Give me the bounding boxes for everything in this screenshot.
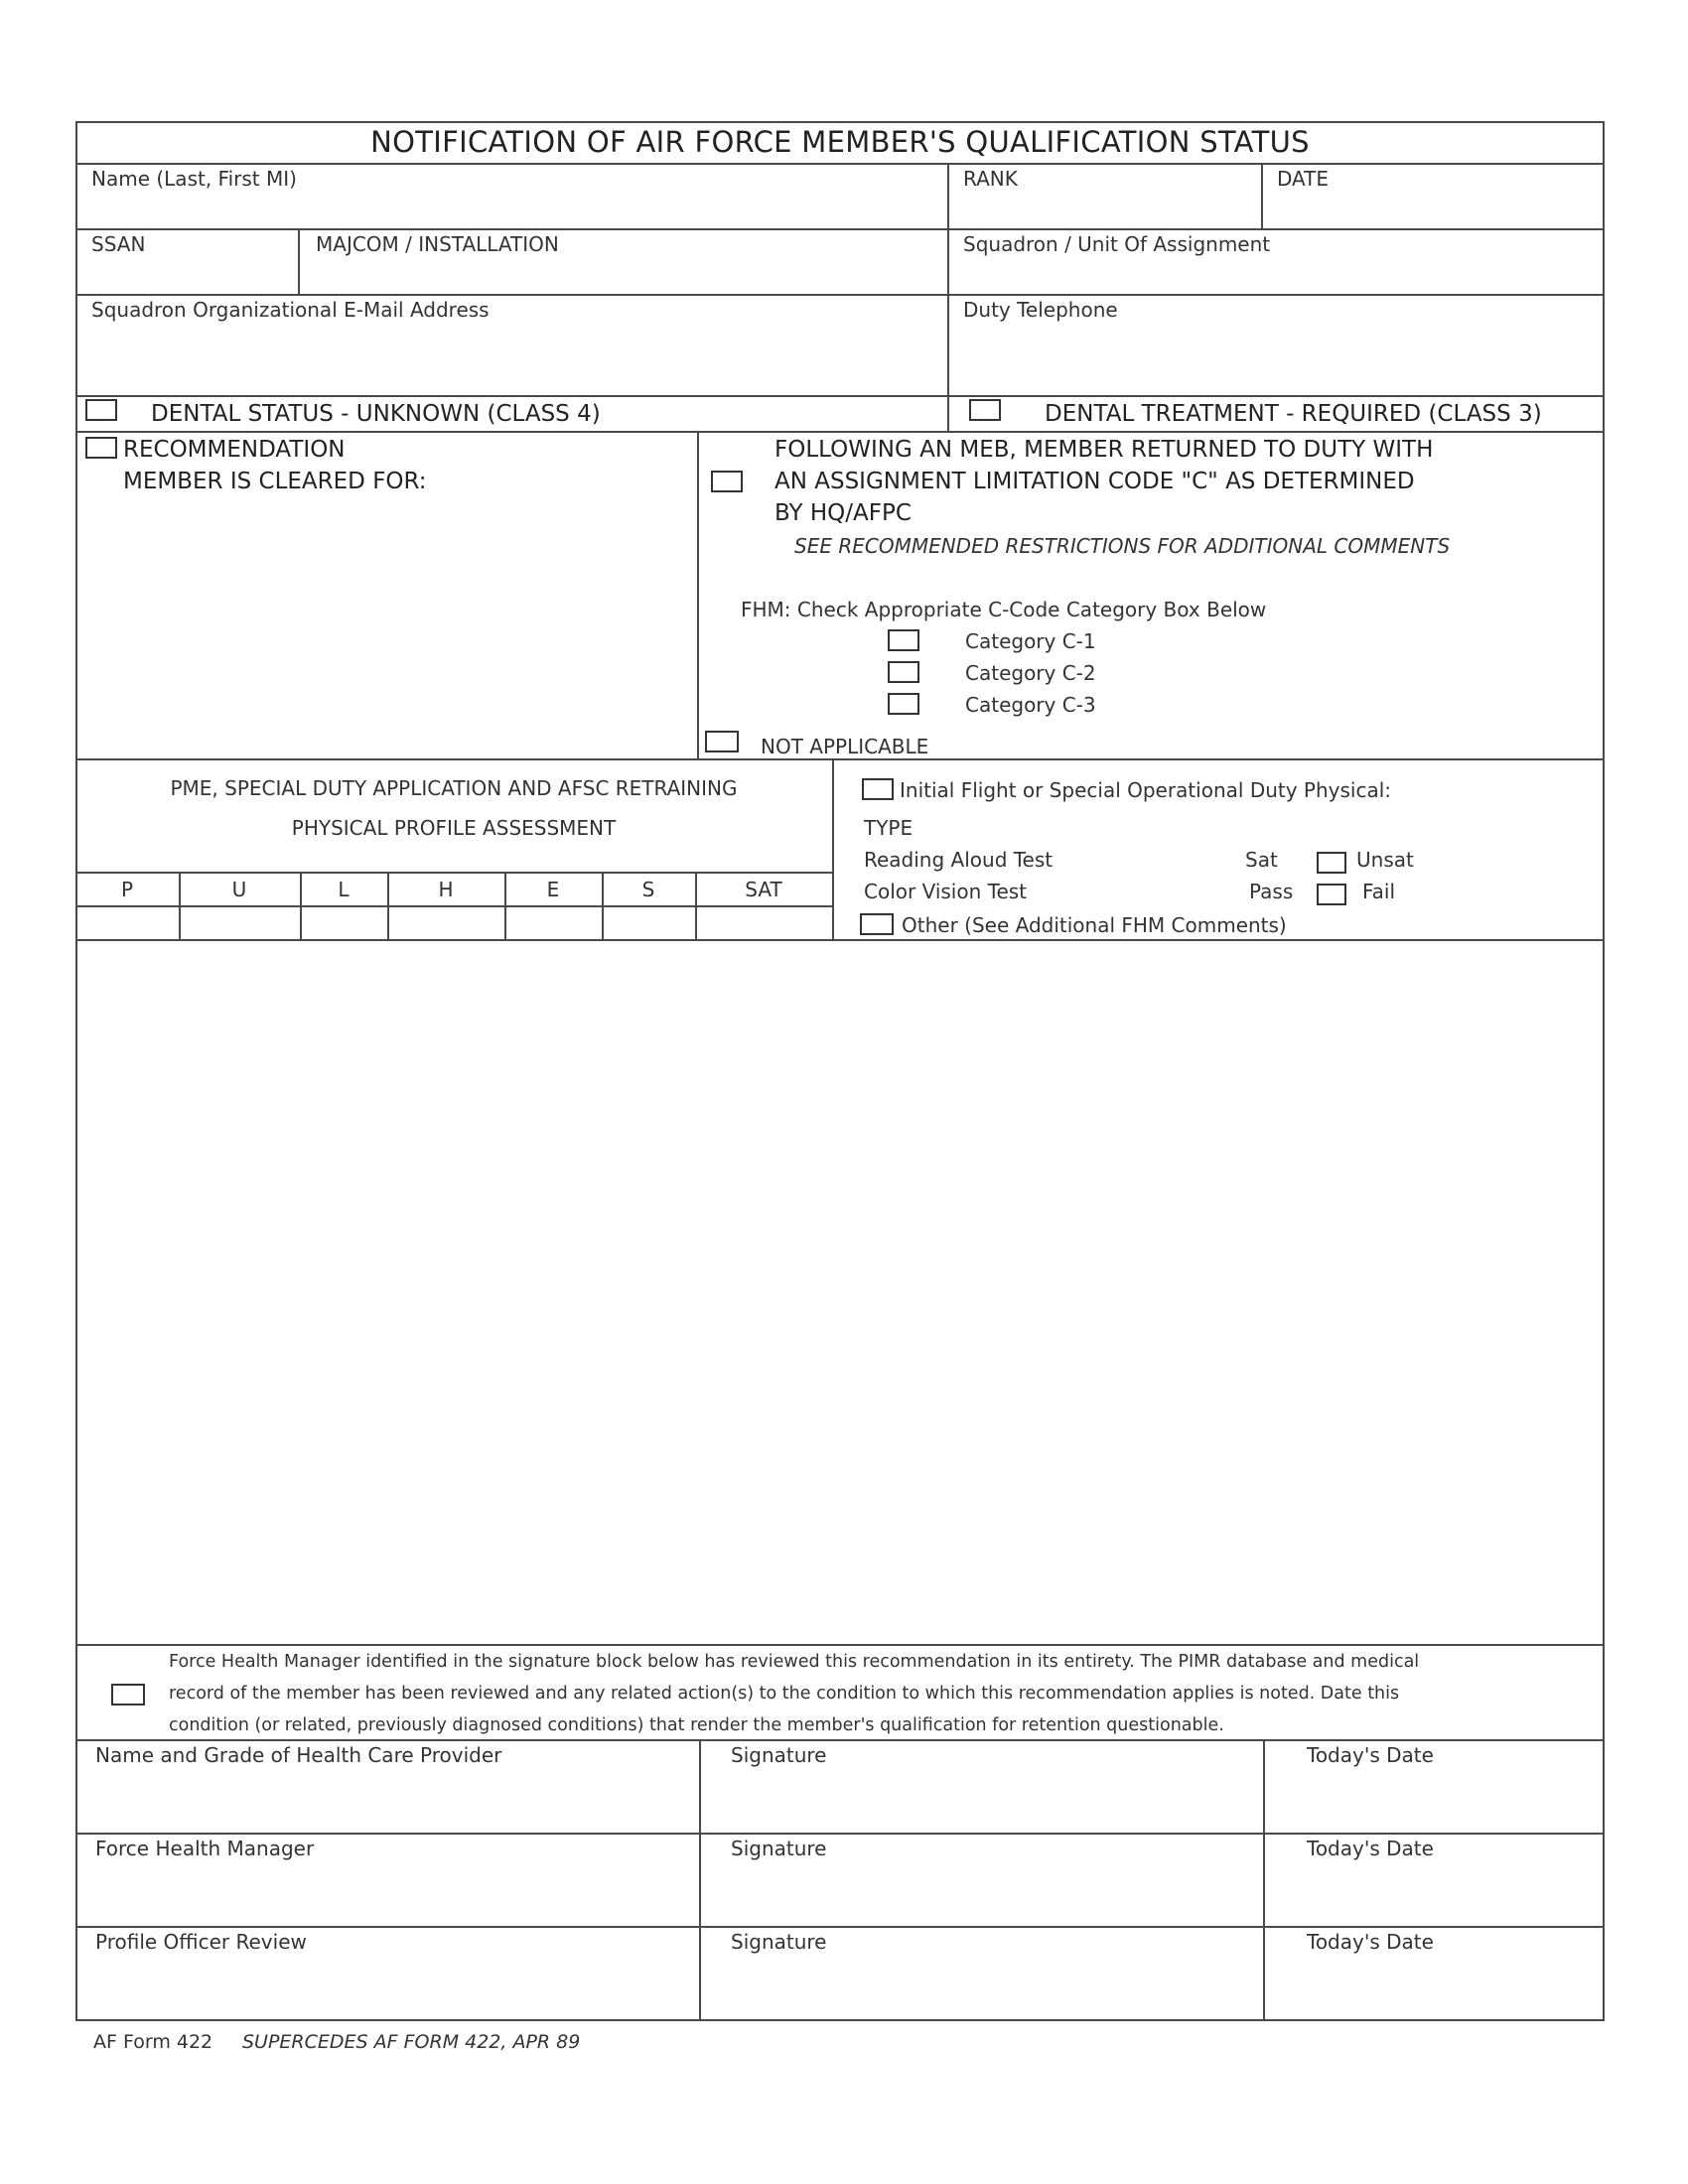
cleared-for-field[interactable]: [89, 502, 685, 751]
profile-value-u[interactable]: [181, 907, 298, 937]
profile-col-u: U: [231, 878, 247, 901]
phone-field[interactable]: [961, 328, 1593, 387]
date-field[interactable]: [1275, 193, 1593, 222]
dental-required-label: DENTAL TREATMENT - REQUIRED (CLASS 3): [1045, 401, 1542, 427]
email-label: Squadron Organizational E-Mail Address: [91, 298, 490, 322]
cleared-for-label: MEMBER IS CLEARED FOR:: [123, 469, 427, 494]
profile-value-s[interactable]: [604, 907, 693, 937]
profile-officer-date-field[interactable]: [1277, 1960, 1595, 2013]
sat-label: Sat: [1245, 848, 1278, 872]
initial-flight-checkbox[interactable]: [862, 778, 894, 800]
profile-value-sat[interactable]: [697, 907, 830, 937]
recommendation-checkbox[interactable]: [85, 437, 117, 459]
profile-officer-label: Profile Officer Review: [95, 1930, 307, 1954]
squadron-field[interactable]: [961, 258, 1593, 288]
meb-line-1: FOLLOWING AN MEB, MEMBER RETURNED TO DUTY WITH: [774, 437, 1434, 463]
profile-col-l: L: [338, 878, 350, 901]
review-line-3: condition (or related, previously diagnosed conditions) that render the member's qualification for retention questionable.: [169, 1715, 1224, 1735]
other-checkbox[interactable]: [860, 913, 894, 935]
rank-label: RANK: [963, 167, 1018, 191]
category-c1-checkbox[interactable]: [888, 629, 919, 651]
profile-officer-name-field[interactable]: [89, 1960, 685, 2013]
provider-date-label: Today's Date: [1307, 1743, 1434, 1767]
provider-name-field[interactable]: [89, 1773, 685, 1827]
category-c1-label: Category C-1: [965, 629, 1096, 653]
ssan-label: SSAN: [91, 232, 146, 256]
type-label: TYPE: [864, 816, 914, 840]
profile-heading-2: PHYSICAL PROFILE ASSESSMENT: [291, 816, 617, 840]
meb-note: SEE RECOMMENDED RESTRICTIONS FOR ADDITIONAL COMMENTS: [794, 534, 1451, 558]
date-label: DATE: [1277, 167, 1330, 191]
supersedes-note: SUPERCEDES AF FORM 422, APR 89: [242, 2031, 581, 2053]
review-line-1: Force Health Manager identified in the signature block below has reviewed this recommendation in its entirety. The PIMR database and medical: [169, 1652, 1420, 1672]
category-c2-label: Category C-2: [965, 661, 1096, 685]
initial-flight-label: Initial Flight or Special Operational Duty Physical:: [900, 778, 1392, 802]
provider-signature-field[interactable]: [715, 1773, 1251, 1827]
profile-col-s: S: [641, 878, 655, 901]
meb-line-2: AN ASSIGNMENT LIMITATION CODE "C" AS DETERMINED: [774, 469, 1415, 494]
squadron-label: Squadron / Unit Of Assignment: [963, 232, 1271, 256]
color-test-label: Color Vision Test: [864, 880, 1028, 903]
comments-area[interactable]: [79, 943, 1599, 1638]
name-field[interactable]: [89, 193, 933, 222]
fail-checkbox[interactable]: [1317, 884, 1346, 905]
fhm-date-field[interactable]: [1277, 1866, 1595, 1920]
unsat-checkbox[interactable]: [1317, 852, 1346, 874]
profile-col-e: E: [546, 878, 560, 901]
profile-value-h[interactable]: [389, 907, 502, 937]
provider-date-field[interactable]: [1277, 1773, 1595, 1827]
other-label: Other (See Additional FHM Comments): [902, 913, 1287, 937]
profile-value-e[interactable]: [506, 907, 600, 937]
form-number: AF Form 422: [93, 2031, 213, 2053]
name-label: Name (Last, First MI): [91, 167, 297, 191]
profile-officer-signature-label: Signature: [731, 1930, 827, 1954]
category-c2-checkbox[interactable]: [888, 661, 919, 683]
page-title: NOTIFICATION OF AIR FORCE MEMBER'S QUALIFICATION STATUS: [370, 125, 1310, 159]
profile-heading-1: PME, SPECIAL DUTY APPLICATION AND AFSC RETRAINING: [170, 776, 738, 800]
email-field[interactable]: [89, 328, 933, 387]
profile-col-p: P: [120, 878, 134, 901]
fhm-instruction: FHM: Check Appropriate C-Code Category Box Below: [741, 598, 1267, 621]
category-c3-label: Category C-3: [965, 693, 1096, 717]
fhm-date-label: Today's Date: [1307, 1837, 1434, 1860]
dental-unknown-checkbox[interactable]: [85, 399, 117, 421]
fail-label: Fail: [1362, 880, 1396, 903]
profile-col-h: H: [438, 878, 454, 901]
profile-col-sat: SAT: [745, 878, 782, 901]
provider-signature-label: Signature: [731, 1743, 827, 1767]
majcom-field[interactable]: [314, 258, 935, 288]
ssan-field[interactable]: [89, 258, 288, 288]
profile-value-p[interactable]: [77, 907, 177, 937]
not-applicable-checkbox[interactable]: [705, 731, 739, 752]
dental-unknown-label: DENTAL STATUS - UNKNOWN (CLASS 4): [151, 401, 601, 427]
dental-required-checkbox[interactable]: [969, 399, 1001, 421]
recommendation-label: RECOMMENDATION: [123, 437, 346, 463]
reading-test-label: Reading Aloud Test: [864, 848, 1054, 872]
rank-field[interactable]: [961, 193, 1249, 222]
category-c3-checkbox[interactable]: [888, 693, 919, 715]
not-applicable-label: NOT APPLICABLE: [761, 735, 929, 758]
majcom-label: MAJCOM / INSTALLATION: [316, 232, 559, 256]
unsat-label: Unsat: [1356, 848, 1414, 872]
pass-label: Pass: [1249, 880, 1294, 903]
profile-officer-date-label: Today's Date: [1307, 1930, 1434, 1954]
review-line-2: record of the member has been reviewed and any related action(s) to the condition to which this recommendation applies is noted. Date this: [169, 1684, 1400, 1704]
meb-checkbox[interactable]: [711, 471, 743, 492]
meb-line-3: BY HQ/AFPC: [774, 500, 912, 526]
fhm-label: Force Health Manager: [95, 1837, 315, 1860]
review-checkbox[interactable]: [111, 1684, 145, 1706]
fhm-signature-field[interactable]: [715, 1866, 1251, 1920]
provider-label: Name and Grade of Health Care Provider: [95, 1743, 502, 1767]
profile-officer-signature-field[interactable]: [715, 1960, 1251, 2013]
fhm-name-field[interactable]: [89, 1866, 685, 1920]
fhm-signature-label: Signature: [731, 1837, 827, 1860]
phone-label: Duty Telephone: [963, 298, 1118, 322]
profile-value-l[interactable]: [302, 907, 385, 937]
